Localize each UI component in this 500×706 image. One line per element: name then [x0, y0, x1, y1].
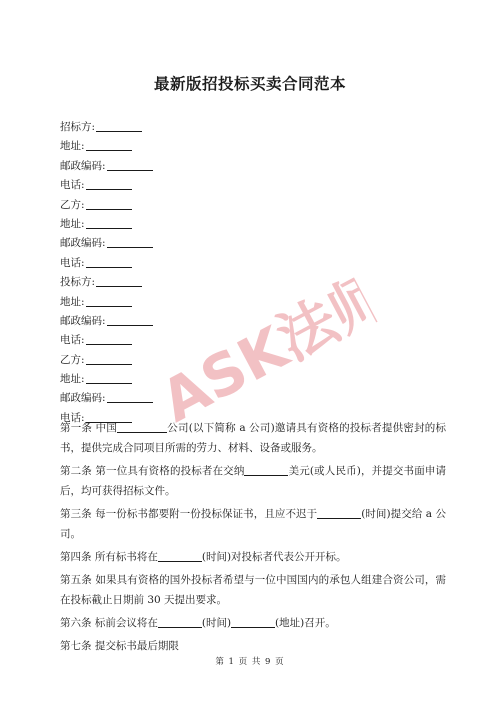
field-blank	[107, 313, 153, 326]
field-label: 地址:	[60, 140, 85, 153]
field-line	[60, 137, 153, 156]
field-label: 邮政编码:	[60, 392, 106, 405]
field-blank	[107, 158, 153, 171]
blank-line	[317, 506, 361, 519]
field-label: 投标方:	[60, 276, 96, 289]
field-blank	[86, 332, 132, 345]
field-line	[60, 234, 153, 253]
blank-line	[158, 549, 202, 562]
field-label: 电话:	[60, 256, 85, 269]
field-line	[60, 273, 153, 292]
field-line	[60, 370, 153, 389]
field-line	[60, 312, 153, 331]
field-blank	[86, 255, 132, 268]
field-blank	[107, 390, 153, 403]
field-label: 乙方:	[60, 198, 85, 211]
article-2: 第二条 第一位具有资格的投标者在交纳 美元(或人民币)，并提交书面申请后，均可获得招标文件。	[60, 465, 446, 497]
field-blank	[86, 138, 132, 151]
field-label: 电话:	[60, 411, 85, 424]
article-5: 第五条 如果具有资格的国外投标者希望与一位中国国内的承包人组建合资公司，需在投标截止日期前 30 天提出要求。	[60, 574, 446, 606]
field-line	[60, 331, 153, 350]
field-label: 邮政编码:	[60, 314, 106, 327]
field-label: 邮政编码:	[60, 237, 106, 250]
article-6: 第六条 标前会议将在 (时间) (地址)召开。	[60, 617, 336, 629]
watermark-text: ASK法师兄	[150, 256, 391, 436]
field-blank	[86, 177, 132, 190]
field-blank	[86, 216, 132, 229]
document-title: 最新版招投标买卖合同范本	[153, 75, 346, 93]
page-number: 第 1 页 共 9 页	[215, 657, 285, 667]
field-label: 电话:	[60, 334, 85, 347]
field-label: 招标方:	[60, 121, 96, 133]
field-blank	[86, 371, 132, 384]
field-blank	[107, 235, 153, 248]
field-blank	[86, 197, 132, 210]
article-1: 第一条 中国 公司(以下简称 a 公司)邀请具有资格的投标者提供密封的标书，提供完成合同项目所需的劳力、材料、设备或服务。	[60, 422, 446, 454]
contract-articles	[60, 418, 446, 659]
field-line	[60, 254, 153, 273]
field-label: 地址:	[60, 295, 85, 308]
field-line	[60, 351, 153, 370]
field-label: 地址:	[60, 373, 85, 386]
field-line	[60, 176, 153, 195]
article-3: 第三条 每一份标书都要附一份投标保证书，且应不迟于 (时间)提交给 a 公司。	[60, 508, 446, 540]
blank-line	[158, 615, 202, 628]
field-blank	[96, 274, 142, 287]
field-line	[60, 215, 153, 234]
field-label: 地址:	[60, 217, 85, 230]
blank-line	[231, 615, 275, 628]
field-blank	[96, 119, 142, 132]
field-line	[60, 118, 153, 137]
party-fields	[60, 118, 153, 428]
field-blank	[86, 352, 132, 365]
field-line	[60, 293, 153, 312]
field-label: 电话:	[60, 179, 85, 192]
field-line	[60, 157, 153, 176]
field-line	[60, 196, 153, 215]
article-7: 第七条 提交标书最后期限	[60, 640, 179, 652]
field-line	[60, 389, 153, 408]
blank-line	[117, 420, 167, 433]
field-label: 邮政编码:	[60, 159, 106, 172]
blank-line	[244, 463, 288, 476]
field-blank	[86, 294, 132, 307]
article-4: 第四条 所有标书将在 (时间)对投标者代表公开开标。	[60, 551, 347, 563]
field-label: 乙方:	[60, 353, 85, 366]
